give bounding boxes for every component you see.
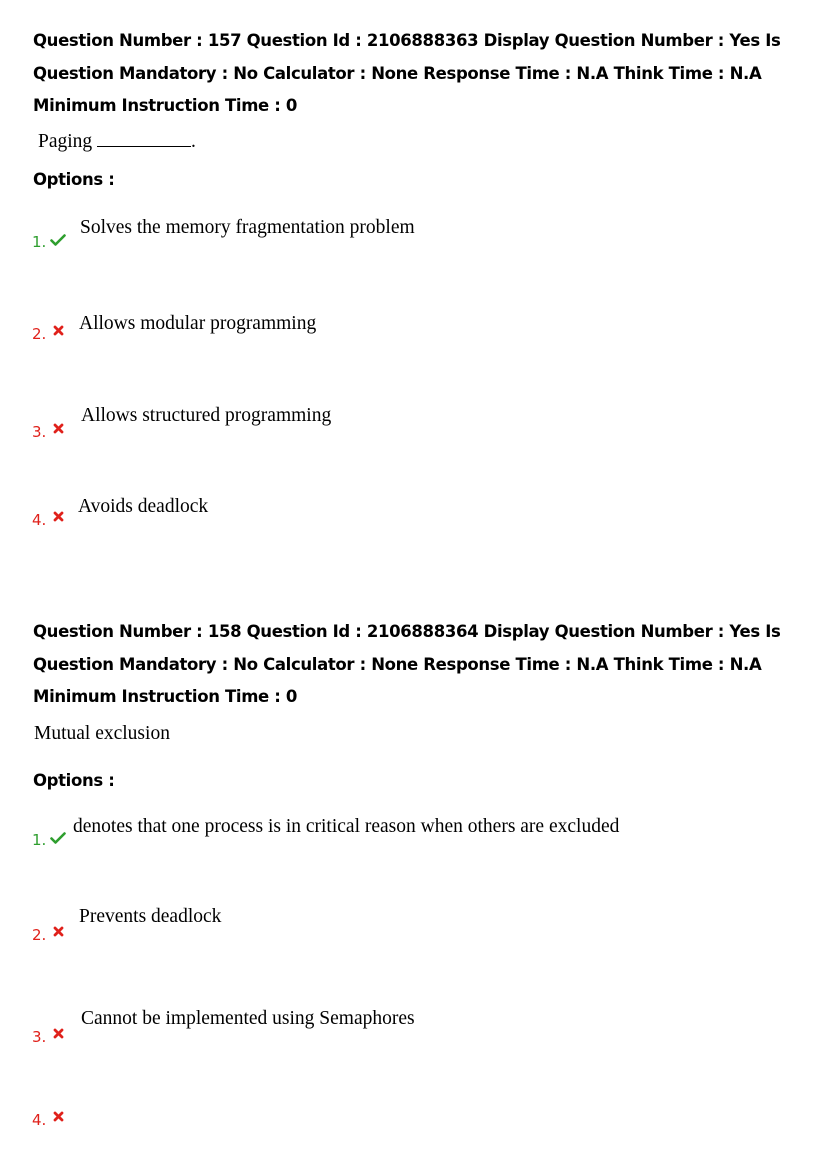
option-text: Avoids deadlock [78, 496, 209, 517]
option-number: 2. [32, 926, 47, 944]
cross-icon [51, 422, 67, 436]
option-text: denotes that one process is in critical reason when others are excluded [73, 816, 620, 837]
option-text: Prevents deadlock [79, 906, 222, 927]
cross-icon [51, 510, 67, 524]
cross-icon [51, 925, 67, 939]
question-header: Question Number : 158 Question Id : 2106888364 Display Question Number : Yes Is Question Mandatory : No Calculator : None Response Time : N.A Think Time : N.A Minimum Instruction Time : 0 [33, 622, 781, 706]
cross-icon [51, 1110, 67, 1124]
option-text: Allows structured programming [81, 405, 332, 426]
question-stem-suffix: . [191, 131, 196, 152]
question-stem-text: Paging [38, 131, 93, 152]
option-text: Solves the memory fragmentation problem [80, 217, 415, 238]
cross-icon [51, 324, 67, 338]
question-stem [38, 131, 196, 153]
check-icon [50, 233, 66, 247]
check-icon [50, 831, 66, 845]
option-number: 4. [32, 511, 47, 529]
option-number: 3. [32, 423, 47, 441]
question-header: Question Number : 157 Question Id : 2106888363 Display Question Number : Yes Is Question Mandatory : No Calculator : None Response Time : N.A Think Time : N.A Minimum Instruction Time : 0 [33, 31, 781, 115]
options-label: Options : [33, 771, 115, 790]
answer-blank [97, 131, 191, 147]
option-number: 3. [32, 1028, 47, 1046]
option-number: 1. [32, 233, 47, 251]
option-text: Allows modular programming [79, 313, 317, 334]
options-label: Options : [33, 170, 115, 189]
option-text: Cannot be implemented using Semaphores [81, 1008, 415, 1029]
question-stem: Mutual exclusion [34, 723, 170, 744]
option-number: 4. [32, 1111, 47, 1129]
cross-icon [51, 1027, 67, 1041]
option-number: 1. [32, 831, 47, 849]
option-number: 2. [32, 325, 47, 343]
